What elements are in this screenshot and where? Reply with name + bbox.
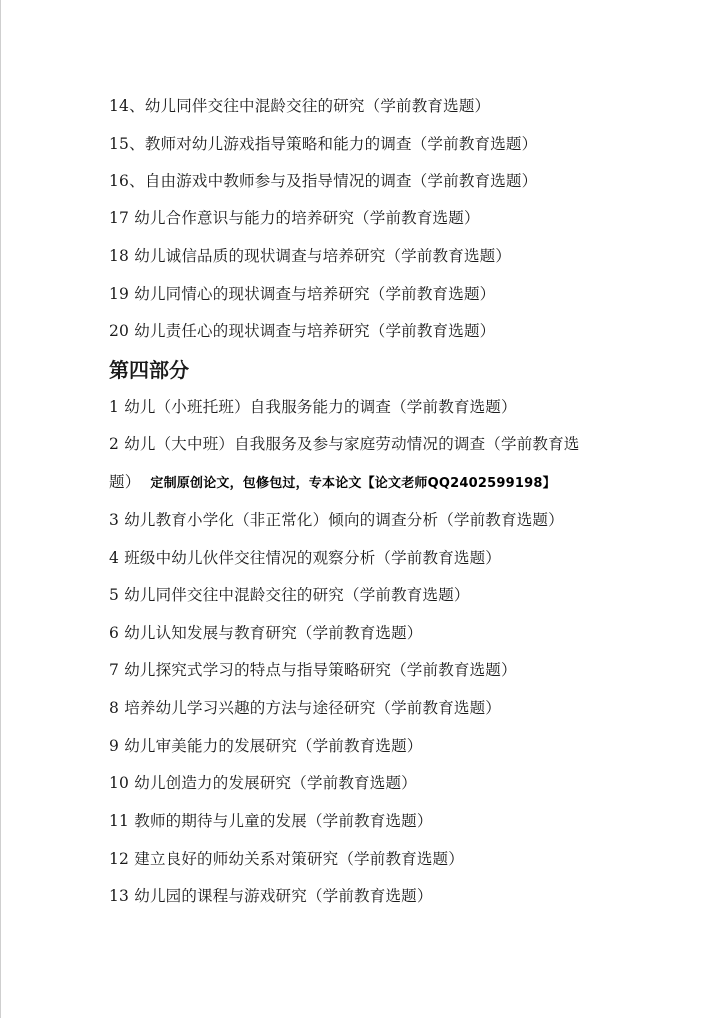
topic-line: 20 幼儿责任心的现状调查与培养研究（学前教育选题） — [109, 322, 496, 340]
topic-line: 10 幼儿创造力的发展研究（学前教育选题） — [109, 774, 417, 792]
topic-line: 18 幼儿诚信品质的现状调查与培养研究（学前教育选题） — [109, 247, 512, 265]
topic-line: 4 班级中幼儿伙伴交往情况的观察分析（学前教育选题） — [109, 549, 501, 567]
topic-line: 12 建立良好的师幼关系对策研究（学前教育选题） — [109, 850, 464, 868]
topic-line: 13 幼儿园的课程与游戏研究（学前教育选题） — [109, 887, 433, 905]
topic-line: 6 幼儿认知发展与教育研究（学前教育选题） — [109, 624, 423, 642]
topic-line: 2 幼儿（大中班）自我服务及参与家庭劳动情况的调查（学前教育选 — [109, 435, 580, 453]
topic-line: 5 幼儿同伴交往中混龄交往的研究（学前教育选题） — [109, 586, 470, 604]
topic-line: 16、自由游戏中教师参与及指导情况的调查（学前教育选题） — [109, 172, 538, 190]
topic-line: 17 幼儿合作意识与能力的培养研究（学前教育选题） — [109, 209, 480, 227]
topic-line: 19 幼儿同情心的现状调查与培养研究（学前教育选题） — [109, 285, 496, 303]
topic-line-continuation — [109, 472, 556, 494]
topic-line: 3 幼儿教育小学化（非正常化）倾向的调查分析（学前教育选题） — [109, 511, 564, 529]
topic-line-tail: 题） — [109, 473, 141, 491]
topic-line: 7 幼儿探究式学习的特点与指导策略研究（学前教育选题） — [109, 661, 517, 679]
promo-text: 定制原创论文，包修包过，专本论文【论文老师QQ2402599198】 — [150, 476, 556, 491]
topic-line: 9 幼儿审美能力的发展研究（学前教育选题） — [109, 737, 423, 755]
topic-line: 1 幼儿（小班托班）自我服务能力的调查（学前教育选题） — [109, 398, 517, 416]
topic-line: 11 教师的期待与儿童的发展（学前教育选题） — [109, 812, 433, 830]
topic-line: 14、幼儿同伴交往中混龄交往的研究（学前教育选题） — [109, 97, 491, 115]
topic-line: 15、教师对幼儿游戏指导策略和能力的调查（学前教育选题） — [109, 135, 538, 153]
topic-line: 8 培养幼儿学习兴趣的方法与途径研究（学前教育选题） — [109, 699, 501, 717]
section-heading: 第四部分 — [109, 358, 189, 382]
